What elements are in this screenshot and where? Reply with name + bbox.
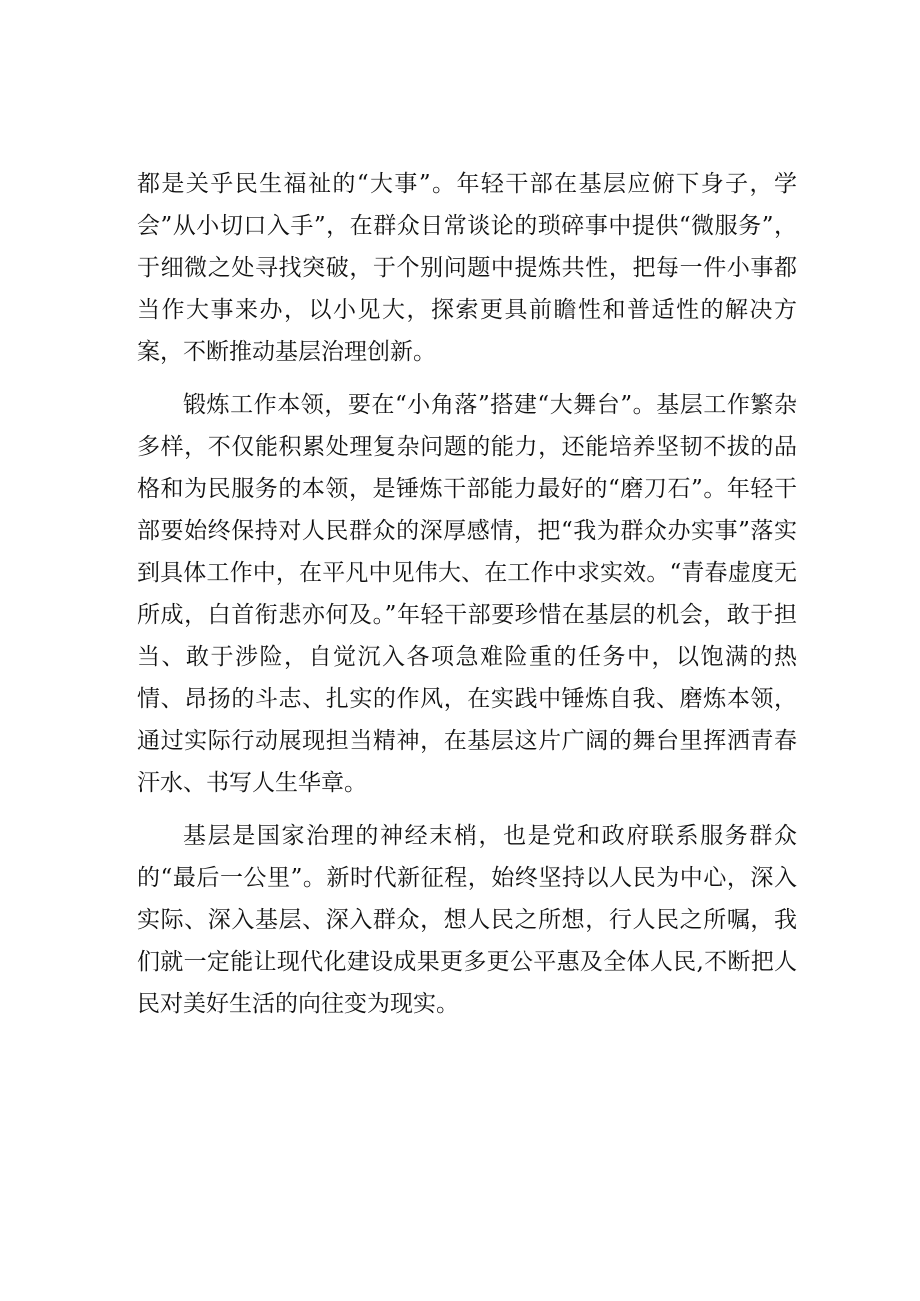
paragraph-3: 基层是国家治理的神经末梢，也是党和政府联系服务群众的“最后一公里”。新时代新征程，始终坚持以人民为中心，深入实际、深入基层、深入群众，想人民之所想，行人民之所嘱，我们就一定能让现代化建设成果更多更公平惠及全体人民,不断把人民对美好生活的向往变为现实。 — [137, 823, 797, 1017]
paragraph-1: 都是关乎民生福祉的“大事”。年轻干部在基层应俯下身子，学会”从小切口入手”，在群众日常谈论的琐碎事中提供“微服务”，于细微之处寻找突破，于个别问题中提炼共性，把每一件小事都当作大事来办，以小见大，探索更具前瞻性和普适性的解决方案，不断推动基层治理创新。 — [137, 171, 797, 365]
document-body — [137, 163, 797, 1036]
paragraph-2: 锻炼工作本领，要在“小角落”搭建“大舞台”。基层工作繁杂多样，不仅能积累处理复杂问题的能力，还能培养坚韧不拔的品格和为民服务的本领，是锤炼干部能力最好的“磨刀石”。年轻干部要始终保持对人民群众的深厚感情，把“我为群众办实事”落实到具体工作中，在平凡中见伟大、在工作中求实效。“青春虚度无所成，白首衔悲亦何及。”年轻干部要珍惜在基层的机会，敢于担当、敢于涉险，自觉沉入各项急难险重的任务中，以饱满的热情、昂扬的斗志、扎实的作风，在实践中锤炼自我、磨炼本领，通过实际行动展现担当精神，在基层这片广阔的舞台里挥洒青春汗水、书写人生华章。 — [137, 392, 797, 796]
